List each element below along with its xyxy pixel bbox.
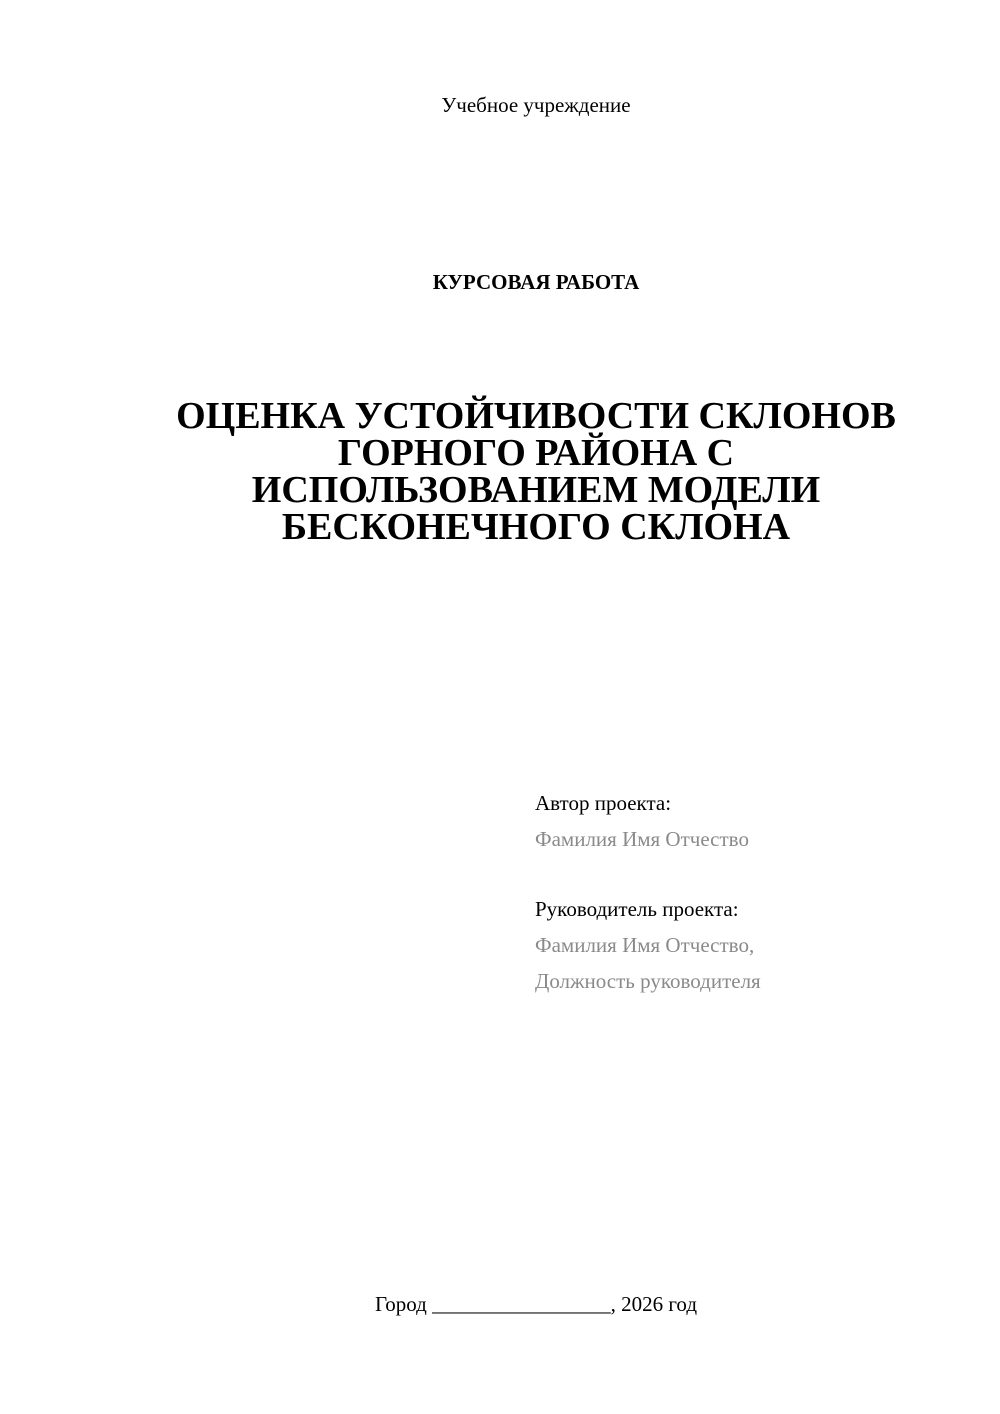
supervisor-name: Фамилия Имя Отчество,	[535, 933, 755, 957]
supervisor-position: Должность руководителя	[535, 969, 761, 993]
work-title-line-4: БЕСКОНЕЧНОГО СКЛОНА	[281, 506, 791, 548]
work-title-line-2: ГОРНОГО РАЙОНА С	[337, 432, 735, 474]
author-name: Фамилия Имя Отчество	[535, 827, 749, 851]
work-title-line-3: ИСПОЛЬЗОВАНИЕМ МОДЕЛИ	[251, 469, 821, 511]
author-label: Автор проекта:	[535, 791, 672, 815]
author-block	[535, 785, 975, 857]
city-year-line: Город _________________, 2026 год	[374, 1292, 698, 1316]
supervisor-label: Руководитель проекта:	[535, 897, 739, 921]
supervisor-block	[535, 891, 975, 999]
work-title	[150, 395, 922, 548]
work-title-line-1: ОЦЕНКА УСТОЙЧИВОСТИ СКЛОНОВ	[176, 395, 896, 437]
institution-name: Учебное учреждение	[441, 93, 631, 117]
work-type-heading: КУРСОВАЯ РАБОТА	[432, 270, 640, 294]
